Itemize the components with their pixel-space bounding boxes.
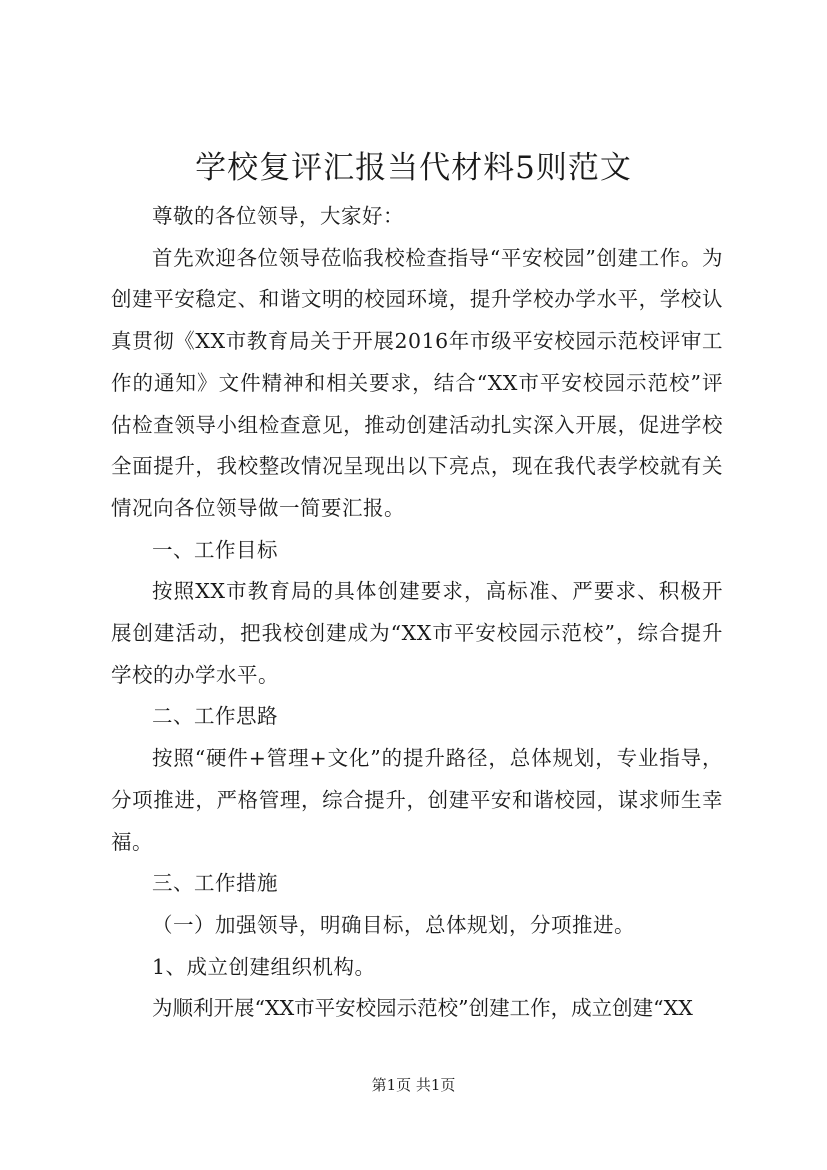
page-number-label: 第1页 共1页	[371, 1076, 456, 1094]
paragraph-introduction: 首先欢迎各位领导莅临我校检查指导“平安校园”创建工作。为创建平安稳定、和谐文明的校园环境，提升学校办学水平，学校认真贯彻《XX市教育局关于开展2016年市级平安校园示范校评审工作的通知》文件精神和相关要求，结合“XX市平安校园示范校”评估检查领导小组检查意见，推动创建活动扎实深入开展，促进学校全面提升，我校整改情况呈现出以下亮点，现在我代表学校就有关情况向各位领导做一简要汇报。	[111, 245, 723, 520]
paragraph-organization: 为顺利开展“XX市平安校园示范校”创建工作，成立创建“XX	[152, 996, 693, 1021]
section-heading-measures: 三、工作措施	[152, 871, 278, 896]
section-heading-goals: 一、工作目标	[152, 537, 278, 562]
document-body	[111, 196, 723, 1030]
document-title: 学校复评汇报当代材料5则范文	[195, 150, 632, 186]
subheading-leadership: （一）加强领导，明确目标，总体规划，分项推进。	[152, 912, 635, 937]
paragraph-greeting: 尊敬的各位领导，大家好：	[152, 204, 404, 228]
page-footer	[0, 1075, 827, 1095]
paragraph-goals: 按照XX市教育局的具体创建要求，高标准、严要求、积极开展创建活动，把我校创建成为“XX市平安校园示范校”，综合提升学校的办学水平。	[111, 579, 723, 687]
subheading-organization: 1、成立创建组织机构。	[152, 954, 376, 979]
paragraph-approach: 按照“硬件+管理+文化”的提升路径，总体规划，专业指导，分项推进，严格管理，综合提升，创建平安和谐校园，谋求师生幸福。	[111, 746, 723, 854]
section-heading-approach: 二、工作思路	[152, 704, 278, 729]
